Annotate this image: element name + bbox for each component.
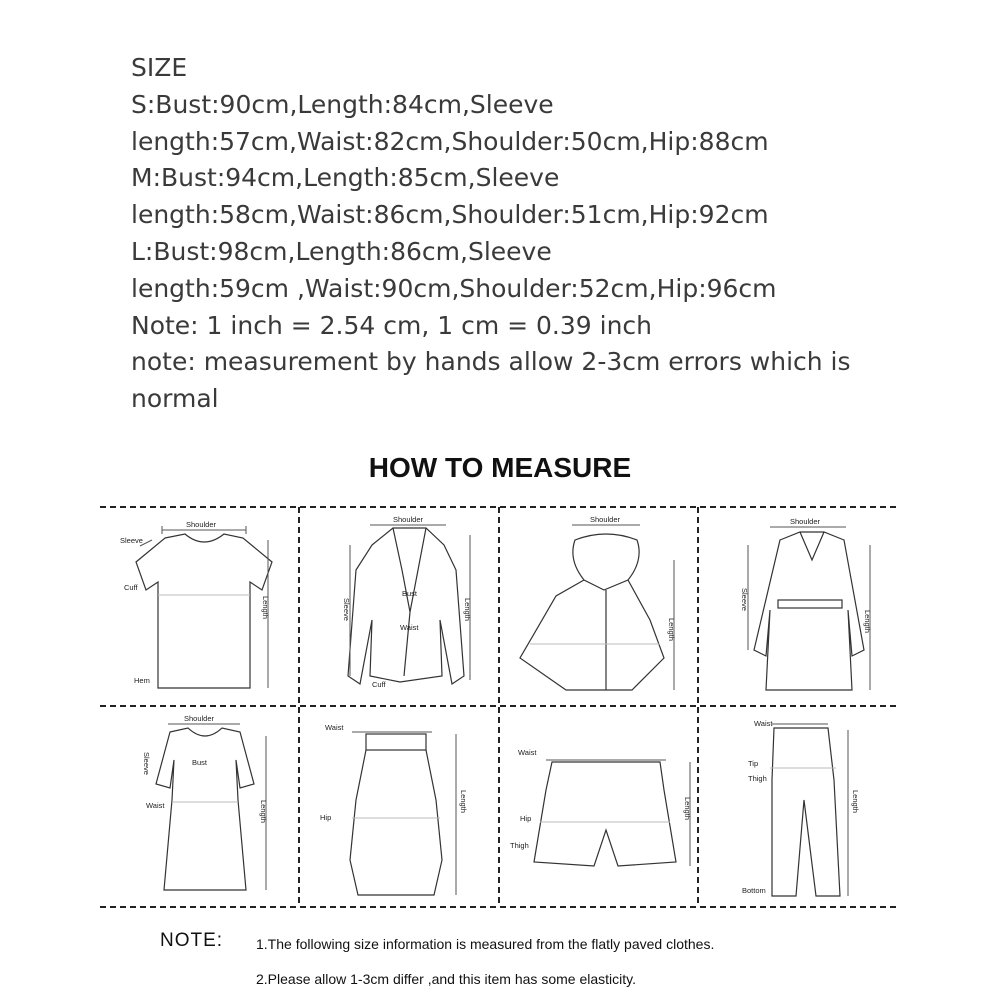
- skirt-length-label: Length: [459, 790, 468, 813]
- how-to-measure-title: HOW TO MEASURE: [368, 452, 632, 483]
- blazer-sleeve-label: Sleeve: [342, 598, 351, 621]
- tshirt-length-label: Length: [261, 596, 270, 619]
- trousers-tip-label: Tip: [748, 759, 759, 768]
- shorts-waist-label: Waist: [518, 748, 537, 757]
- blazer-diagram: [342, 515, 472, 689]
- tshirt-sleeve-label: Sleeve: [120, 536, 143, 545]
- cape-shoulder-label: Shoulder: [590, 515, 621, 524]
- blazer-length-label: Length: [463, 598, 472, 621]
- shorts-diagram: [510, 748, 692, 866]
- size-l-line-1: L:Bust:98cm,Length:86cm,Sleeve: [131, 236, 552, 266]
- trousers-thigh-label: Thigh: [748, 774, 767, 783]
- size-m-line-2: length:58cm,Waist:86cm,Shoulder:51cm,Hip:92cm: [131, 200, 769, 230]
- dress-length-label: Length: [259, 800, 268, 823]
- shorts-length-label: Length: [683, 797, 692, 820]
- shorts-thigh-label: Thigh: [510, 841, 529, 850]
- coat-sleeve-label: Sleeve: [740, 588, 749, 611]
- dress-diagram: [142, 714, 268, 890]
- size-s-line-2: length:57cm,Waist:82cm,Shoulder:50cm,Hip:88cm: [131, 126, 769, 156]
- blazer-waist-label: Waist: [400, 623, 419, 632]
- tshirt-hem-label: Hem: [134, 676, 150, 685]
- note-line-1: 1.The following size information is measured from the flatly paved clothes.: [256, 936, 715, 952]
- cape-length-label: Length: [667, 618, 676, 641]
- skirt-hip-label: Hip: [320, 813, 332, 822]
- shorts-hip-label: Hip: [520, 814, 532, 823]
- dress-sleeve-label: Sleeve: [142, 752, 151, 775]
- coat-shoulder-label: Shoulder: [790, 517, 821, 526]
- dress-bust-label: Bust: [192, 758, 208, 767]
- size-l-line-2: length:59cm ,Waist:90cm,Shoulder:52cm,Hip:96cm: [131, 273, 777, 303]
- trousers-length-label: Length: [851, 790, 860, 813]
- error-note-line-1: note: measurement by hands allow 2-3cm errors which is: [131, 347, 851, 377]
- dress-waist-label: Waist: [146, 801, 165, 810]
- skirt-diagram: [320, 723, 468, 895]
- skirt-waist-label: Waist: [325, 723, 344, 732]
- trousers-bottom-label: Bottom: [742, 886, 766, 895]
- note-label: NOTE:: [160, 930, 224, 951]
- error-note-line-2: normal: [131, 384, 219, 414]
- tshirt-diagram: [120, 520, 272, 688]
- blazer-cuff-label: Cuff: [372, 680, 386, 689]
- trousers-diagram: [742, 719, 860, 896]
- grid-dashes: [100, 507, 898, 907]
- size-s-line-1: S:Bust:90cm,Length:84cm,Sleeve: [131, 89, 554, 119]
- cape-diagram: [520, 515, 676, 690]
- blazer-shoulder-label: Shoulder: [393, 515, 424, 524]
- coat-length-label: Length: [863, 610, 872, 633]
- coat-diagram: [740, 517, 872, 690]
- conversion-note: Note: 1 inch = 2.54 cm, 1 cm = 0.39 inch: [131, 310, 653, 340]
- tshirt-cuff-label: Cuff: [124, 583, 138, 592]
- size-m-line-1: M:Bust:94cm,Length:85cm,Sleeve: [131, 163, 560, 193]
- trousers-waist-label: Waist: [754, 719, 773, 728]
- tshirt-shoulder-label: Shoulder: [186, 520, 217, 529]
- size-heading: SIZE: [131, 53, 188, 82]
- blazer-bust-label: Bust: [402, 589, 418, 598]
- dress-shoulder-label: Shoulder: [184, 714, 215, 723]
- note-line-2: 2.Please allow 1-3cm differ ,and this item has some elasticity.: [256, 971, 636, 987]
